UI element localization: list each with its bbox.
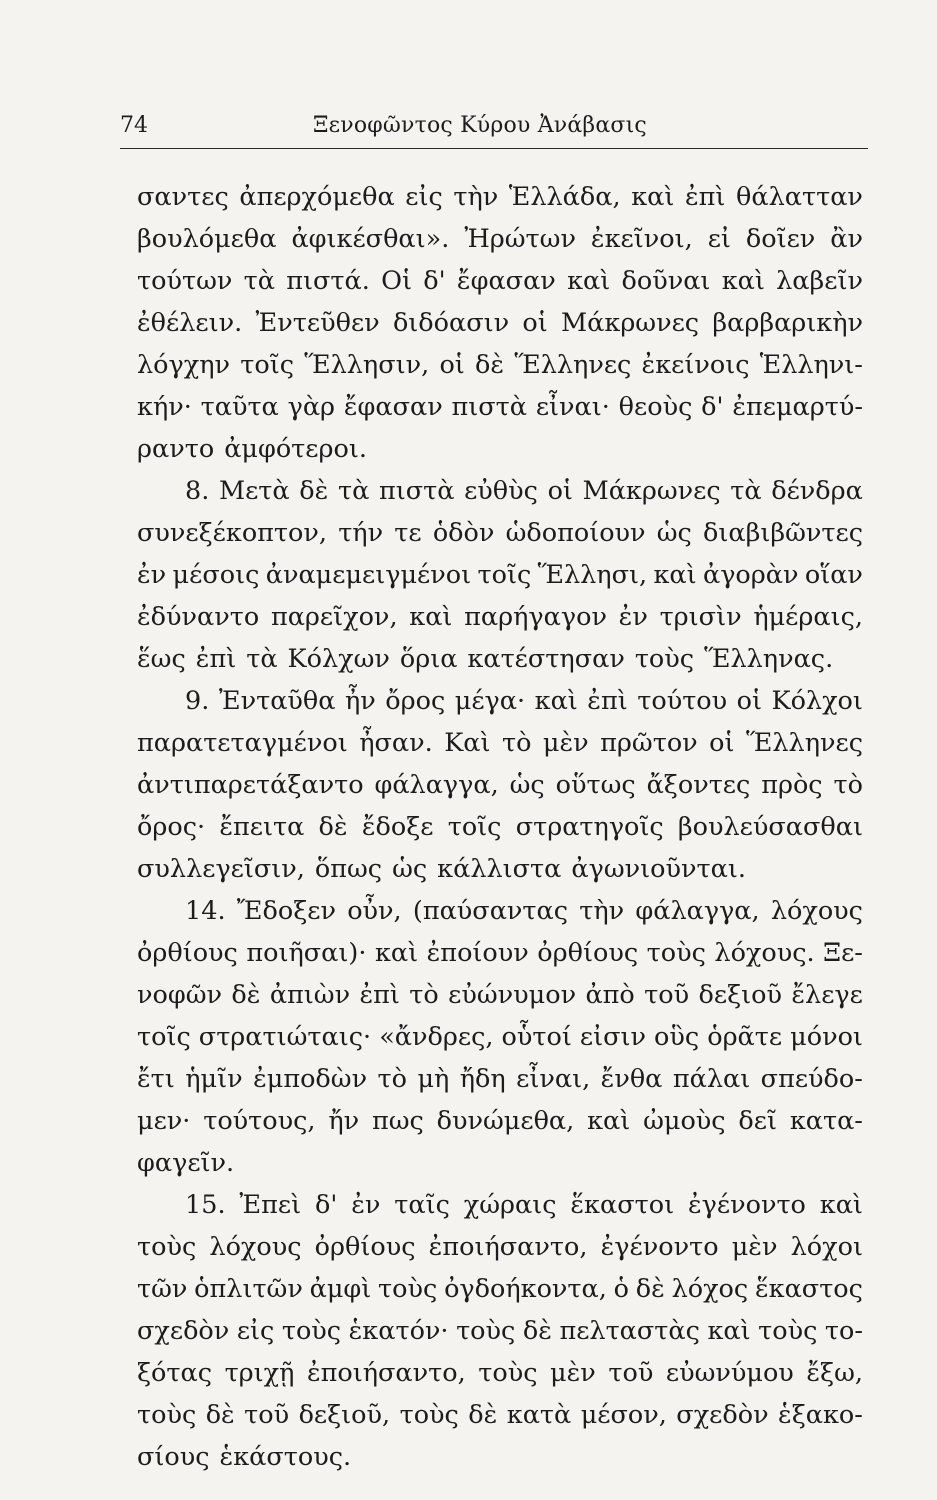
page-header <box>120 112 868 149</box>
text-line: συνεξέκοπτον, τήν τε ὁδὸν ὡδοποίουν ὡς διαβιβῶντες <box>137 518 863 548</box>
text-line: ὀρθίους ποιῆσαι)· καὶ ἐποίουν ὀρθίους τοὺς λόχους. Ξε- <box>137 938 863 968</box>
text-line: 8. Μετὰ δὲ τὰ πιστὰ εὐθὺς οἱ Μάκρωνες τὰ δένδρα <box>185 476 863 506</box>
text-line: σχεδὸν εἰς τοὺς ἑκατόν· τοὺς δὲ πελταστὰς καὶ τοὺς το- <box>137 1316 863 1346</box>
text-line: μεν· τούτους, ἤν πως δυνώμεθα, καὶ ὠμοὺς δεῖ κατα- <box>137 1106 863 1136</box>
text-line: σαντες ἀπερχόμεθα εἰς τὴν Ἑλλάδα, καὶ ἐπὶ θάλατταν <box>137 182 863 212</box>
text-line: ἐθέλειν. Ἐντεῦθεν διδόασιν οἱ Μάκρωνες βαρβαρικὴν <box>137 308 863 338</box>
text-line: ἐδύναντο παρεῖχον, καὶ παρήγαγον ἐν τρισὶν ἡμέραις, <box>137 602 863 632</box>
text-line: 15. Ἐπεὶ δ' ἐν ταῖς χώραις ἕκαστοι ἐγένοντο καὶ <box>185 1190 863 1220</box>
text-line: τοὺς λόχους ὀρθίους ἐποιήσαντο, ἐγένοντο μὲν λόχοι <box>137 1232 863 1262</box>
text-line: κήν· ταῦτα γὰρ ἔφασαν πιστὰ εἶναι· θεοὺς δ' ἐπεμαρτύ- <box>137 392 863 422</box>
text-line: συλλεγεῖσιν, ὅπως ὡς κάλλιστα ἀγωνιοῦνται. <box>137 854 746 884</box>
text-line: ἀντιπαρετάξαντο φάλαγγα, ὡς οὕτως ἄξοντες πρὸς τὸ <box>137 770 863 800</box>
text-line: ὄρος· ἔπειτα δὲ ἔδοξε τοῖς στρατηγοῖς βουλεύσασθαι <box>137 812 863 842</box>
text-line: λόγχην τοῖς Ἕλλησιν, οἱ δὲ Ἕλληνες ἐκείνοις Ἑλληνι- <box>137 350 863 380</box>
text-line: τοῖς στρατιώταις· «ἄνδρες, οὗτοί εἰσιν οὓς ὁρᾶτε μόνοι <box>137 1022 863 1052</box>
text-line: τοὺς δὲ τοῦ δεξιοῦ, τοὺς δὲ κατὰ μέσον, σχεδὸν ἑξακο- <box>137 1400 863 1430</box>
text-line: παρατεταγμένοι ἦσαν. Καὶ τὸ μὲν πρῶτον οἱ Ἕλληνες <box>137 728 863 758</box>
text-line: ἐν μέσοις ἀναμεμειγμένοι τοῖς Ἕλλησι, καὶ ἀγορὰν οἵαν <box>137 560 863 590</box>
text-line: 9. Ἐνταῦθα ἦν ὄρος μέγα· καὶ ἐπὶ τούτου οἱ Κόλχοι <box>185 686 863 716</box>
page-number: 74 <box>120 113 148 138</box>
text-line: ραντο ἀμφότεροι. <box>137 434 367 464</box>
text-line: τούτων τὰ πιστά. Οἱ δ' ἔφασαν καὶ δοῦναι καὶ λαβεῖν <box>137 266 863 296</box>
text-line: ἕως ἐπὶ τὰ Κόλχων ὅρια κατέστησαν τοὺς Ἕλληνας. <box>137 644 834 674</box>
text-line: ἔτι ἡμῖν ἐμποδὼν τὸ μὴ ἤδη εἶναι, ἔνθα πάλαι σπεύδο- <box>137 1064 863 1094</box>
running-title: Ξενοφῶντος Κύρου Ἀνάβασις <box>313 113 647 138</box>
text-line: νοφῶν δὲ ἀπιὼν ἐπὶ τὸ εὐώνυμον ἀπὸ τοῦ δεξιοῦ ἔλεγε <box>137 980 863 1010</box>
body-text <box>137 176 863 1478</box>
text-line: 14. Ἔδοξεν οὖν, (παύσαντας τὴν φάλαγγα, λόχους <box>185 896 863 926</box>
text-line: ξότας τριχῇ ἐποιήσαντο, τοὺς μὲν τοῦ εὐωνύμου ἔξω, <box>137 1358 863 1388</box>
text-line: τῶν ὁπλιτῶν ἀμφὶ τοὺς ὀγδοήκοντα, ὁ δὲ λόχος ἕκαστος <box>137 1274 863 1304</box>
text-line: σίους ἑκάστους. <box>137 1442 352 1472</box>
text-line: βουλόμεθα ἀφικέσθαι». Ἠρώτων ἐκεῖνοι, εἰ δοῖεν ἂν <box>137 224 863 254</box>
text-line: φαγεῖν. <box>137 1148 235 1178</box>
